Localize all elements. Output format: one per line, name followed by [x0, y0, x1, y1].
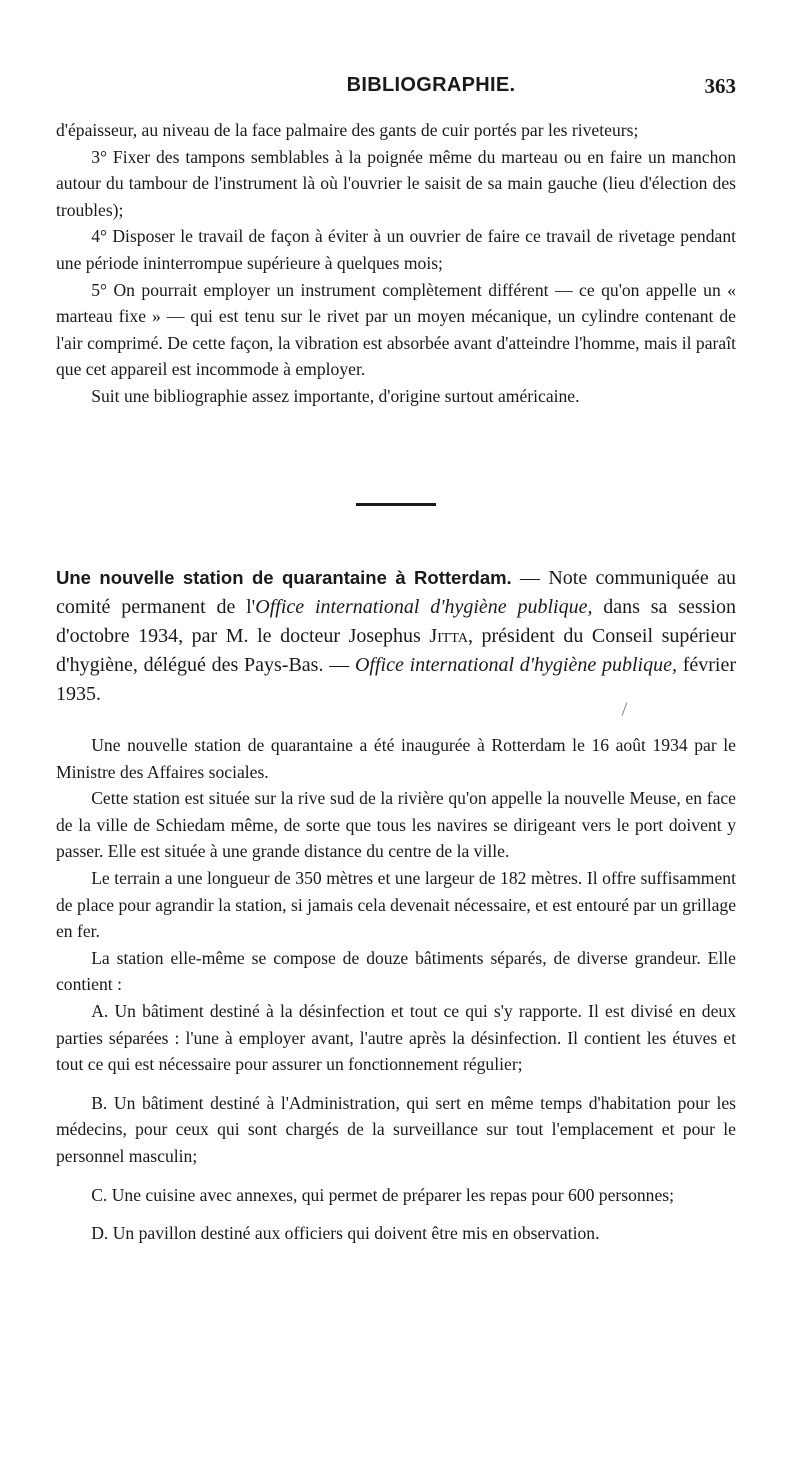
journal-name-1: Office international d'hygiène publique, [255, 596, 593, 618]
journal-name-2: Office international d'hygiène publique, [354, 654, 677, 676]
body-paragraph: La station elle-même se compose de douze bâtiments séparés, de diverse grandeur. Elle contient : [56, 947, 736, 995]
list-item-5: 5° On pourrait employer un instrument complètement différent — ce qu'on appelle un « marteau fixe » — qui est tenu sur le rivet par un moyen mécanique, un cylindre contenant de l'air comprimé. De cette façon, la vibration est absorbée avant d'atteindre l'homme, mais il paraît que cet appareil est incommode à employer. [56, 279, 736, 380]
body-paragraph: Une nouvelle station de quarantaine a été inaugurée à Rotterdam le 16 août 1934 par le Ministre des Affaires sociales. [56, 735, 736, 782]
body-paragraph: Le terrain a une longueur de 350 mètres et une largeur de 182 mètres. Il offre suffisamment de place pour agrandir la station, si jamais cela devenait nécessaire, et est entouré par un grillage en fer. [56, 867, 737, 942]
article-heading [56, 563, 736, 709]
item-a: A. Un bâtiment destiné à la désinfection et tout ce qui s'y rapporte. Il est divisé en deux parties séparées : l'une à employer avant, l'autre après la désinfection. Il contient les étuves et tout ce qui est nécessaire pour assurer un fonctionnement régulier; [56, 1000, 736, 1075]
article-intro-2: dans sa session d'octobre 1934, par M. le docteur Josephus [56, 596, 737, 647]
item-c: C. Une cuisine avec annexes, qui permet de préparer les repas pour 600 personnes; [91, 1184, 675, 1205]
article-intro-4: février 1935. [56, 654, 737, 705]
list-item-4: 4° Disposer le travail de façon à éviter à un ouvrier de faire ce travail de rivetage pendant une période ininterrompue supérieure à quelques mois; [56, 226, 736, 273]
article-intro-3: , président du Conseil supérieur d'hygiène, délégué des Pays-Bas. — [56, 625, 737, 676]
bibliography-note: Suit une bibliographie assez importante, d'origine surtout américaine. [91, 385, 580, 406]
top-section [56, 117, 736, 410]
continuation-line: d'épaisseur, au niveau de la face palmaire des gants de cuir portés par les riveteurs; [56, 120, 639, 140]
article-title: Une nouvelle station de quarantaine à Rotterdam. [56, 567, 512, 588]
section-divider [356, 503, 436, 506]
running-header [56, 74, 736, 102]
header-title: BIBLIOGRAPHIE. [346, 74, 516, 96]
list-item-3: 3° Fixer des tampons semblables à la poignée même du marteau ou en faire un manchon autour du tambour de l'instrument là où l'ouvrier le saisit de sa main gauche (lieu d'élection des troubles); [56, 146, 736, 220]
author-name: Jitta [429, 625, 468, 647]
article-intro-1: — Note communiquée au comité permanent de l' [56, 567, 736, 618]
item-b: B. Un bâtiment destiné à l'Administration, qui sert en même temps d'habitation pour les médecins, pour ceux qui sont chargés de la surveillance sur tout l'emplacement et pour le personnel masculin; [56, 1092, 736, 1166]
item-d: D. Un pavillon destiné aux officiers qui doivent être mis en observation. [91, 1223, 600, 1244]
body-paragraph: Cette station est située sur la rive sud de la rivière qu'on appelle la nouvelle Meuse, en face de la ville de Schiedam même, de sorte que tous les navires se dirigeant vers le port doivent y passer. Elle est située à une grande distance du centre de la ville. [56, 788, 736, 862]
article-body [56, 732, 736, 1247]
page-number: 363 [704, 74, 736, 98]
